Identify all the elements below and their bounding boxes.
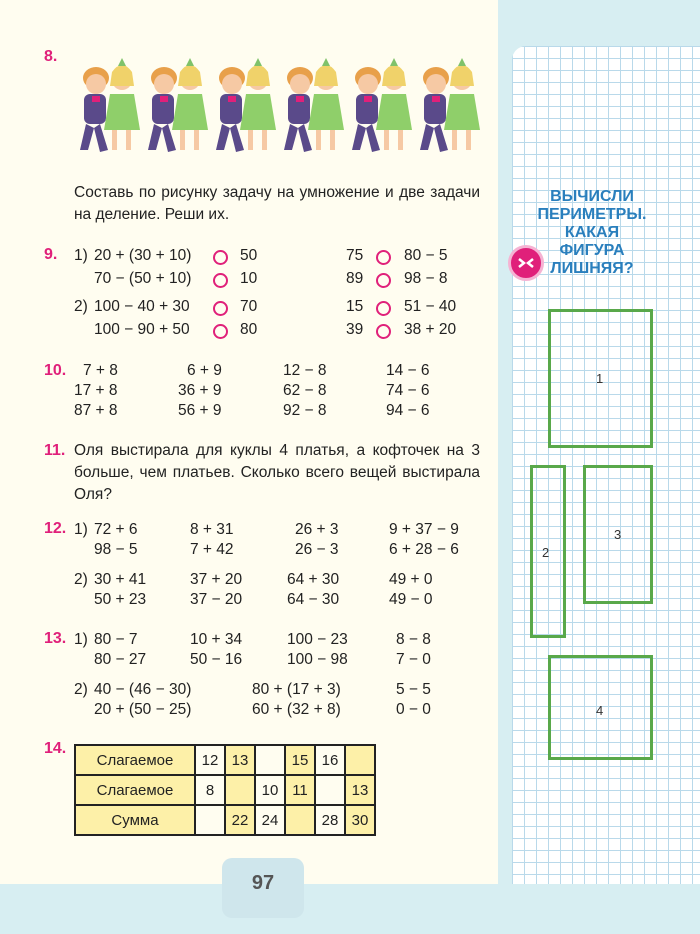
task-10-expression: 6 + 9 [187,362,222,379]
task-10-expression: 36 + 9 [178,382,222,399]
table-cell[interactable] [285,805,315,835]
task-12-expression: 26 + 3 [295,521,339,538]
task-9-value: 15 [346,298,364,315]
task-12-expression: 98 − 5 [94,541,138,558]
comparison-circle[interactable] [213,324,228,339]
side-heading-line: ФИГУРА [559,242,625,259]
task-9-value: 39 [346,321,364,338]
task-13-part1-label: 1) [74,631,88,648]
task-8-number: 8. [44,48,58,65]
task-12-number: 12. [44,520,67,537]
task-10-number: 10. [44,362,67,379]
task-9-part2-label: 2) [74,298,88,315]
figure-3-label: 3 [614,527,622,542]
task-13-expression: 0 − 0 [396,701,431,718]
table-cell: 13 [225,745,255,775]
task-9-value: 50 [240,247,258,264]
task-13-expression: 40 − (46 − 30) [94,681,192,698]
task-12-part2-label: 2) [74,571,88,588]
task-10-expression: 87 + 8 [74,402,118,419]
task-9-expression: 100 − 90 + 50 [94,321,190,338]
task-10-expression: 17 + 8 [74,382,118,399]
task-13-expression: 20 + (50 − 25) [94,701,192,718]
comparison-circle[interactable] [376,301,391,316]
task-10-expression: 62 − 8 [283,382,327,399]
task-13-expression: 80 − 7 [94,631,138,648]
figure-1-label: 1 [596,371,604,386]
dancing-children-illustration [74,50,480,160]
table-cell: 10 [255,775,285,805]
task-12-part1-label: 1) [74,521,88,538]
figure-4-label: 4 [596,703,604,718]
side-heading-line: КАКАЯ [564,224,620,241]
task-13-expression: 10 + 34 [190,631,243,648]
figure-2-label: 2 [542,545,550,560]
task-12-expression: 49 − 0 [389,591,433,608]
task-12-expression: 37 − 20 [190,591,243,608]
task-13-expression: 7 − 0 [396,651,431,668]
comparison-circle[interactable] [213,250,228,265]
task-12-expression: 72 + 6 [94,521,138,538]
table-cell: 12 [195,745,225,775]
task-12-expression: 49 + 0 [389,571,433,588]
task-12-expression: 8 + 31 [190,521,234,538]
table-cell[interactable] [225,775,255,805]
table-cell: 11 [285,775,315,805]
task-10-expression: 7 + 8 [83,362,118,379]
table-cell: 16 [315,745,345,775]
task-10-expression: 92 − 8 [283,402,327,419]
task-9-expression: 70 − (50 + 10) [94,270,192,287]
task-12-expression: 50 + 23 [94,591,147,608]
task-10-expression: 14 − 6 [386,362,430,379]
task-9-expression: 98 − 8 [404,270,448,287]
task-13-part2-label: 2) [74,681,88,698]
task-9-value: 75 [346,247,364,264]
side-heading-line: ЛИШНЯЯ? [550,260,634,277]
task-10-expression: 56 + 9 [178,402,222,419]
task-13-number: 13. [44,630,67,647]
comparison-circle[interactable] [376,250,391,265]
table-cell: 24 [255,805,285,835]
task-9-number: 9. [44,246,58,263]
task-9-value: 89 [346,270,364,287]
addition-table [74,744,376,836]
comparison-circle[interactable] [376,273,391,288]
task-12-expression: 64 − 30 [287,591,340,608]
task-9-expression: 51 − 40 [404,298,457,315]
page-number: 97 [251,872,275,894]
task-10-expression: 74 − 6 [386,382,430,399]
table-cell[interactable] [345,745,375,775]
row-label: Слагаемое [75,775,195,805]
table-row [75,805,375,835]
side-heading-line: ПЕРИМЕТРЫ. [537,206,647,223]
table-cell: 13 [345,775,375,805]
table-row [75,775,375,805]
task-13-expression: 100 − 23 [287,631,348,648]
task-9-expression: 38 + 20 [404,321,457,338]
table-cell: 30 [345,805,375,835]
side-heading-line: ВЫЧИСЛИ [550,188,634,205]
task-12-expression: 7 + 42 [190,541,234,558]
task-13-expression: 80 − 27 [94,651,147,668]
thinking-icon [508,245,544,281]
table-cell[interactable] [315,775,345,805]
task-10-expression: 12 − 8 [283,362,327,379]
task-11-text: Оля выстирала для куклы 4 платья, а кофточек на 3 больше, чем платьев. Сколько всего вещей выстирала Оля? [74,442,480,503]
table-cell: 28 [315,805,345,835]
task-14-number: 14. [44,740,67,757]
row-label: Слагаемое [75,745,195,775]
task-13-expression: 8 − 8 [396,631,431,648]
task-13-expression: 80 + (17 + 3) [252,681,341,698]
table-cell: 22 [225,805,255,835]
task-12-expression: 9 + 37 − 9 [389,521,459,538]
task-13-expression: 100 − 98 [287,651,348,668]
task-10-expression: 94 − 6 [386,402,430,419]
side-heading [528,188,656,278]
task-12-expression: 30 + 41 [94,571,147,588]
task-12-expression: 64 + 30 [287,571,340,588]
table-cell: 15 [285,745,315,775]
task-13-expression: 60 + (32 + 8) [252,701,341,718]
comparison-circle[interactable] [213,273,228,288]
task-12-expression: 37 + 20 [190,571,243,588]
bottom-band [0,884,700,934]
task-12-expression: 26 − 3 [295,541,339,558]
task-9-expression: 20 + (30 + 10) [94,247,192,264]
task-13-expression: 5 − 5 [396,681,431,698]
table-row [75,745,375,775]
task-9-expression: 100 − 40 + 30 [94,298,190,315]
comparison-circle[interactable] [213,301,228,316]
task-11-number: 11. [44,442,66,459]
task-13-expression: 50 − 16 [190,651,243,668]
task-9-expression: 80 − 5 [404,247,448,264]
comparison-circle[interactable] [376,324,391,339]
task-9-part1-label: 1) [74,247,88,264]
task-12-expression: 6 + 28 − 6 [389,541,459,558]
task-9-value: 80 [240,321,258,338]
task-8-text: Составь по рисунку задачу на умножение и две задачи на деление. Реши их. [74,184,480,223]
task-9-value: 10 [240,270,258,287]
row-label: Сумма [75,805,195,835]
table-cell: 8 [195,775,225,805]
task-9-value: 70 [240,298,258,315]
table-cell[interactable] [195,805,225,835]
table-cell[interactable] [255,745,285,775]
